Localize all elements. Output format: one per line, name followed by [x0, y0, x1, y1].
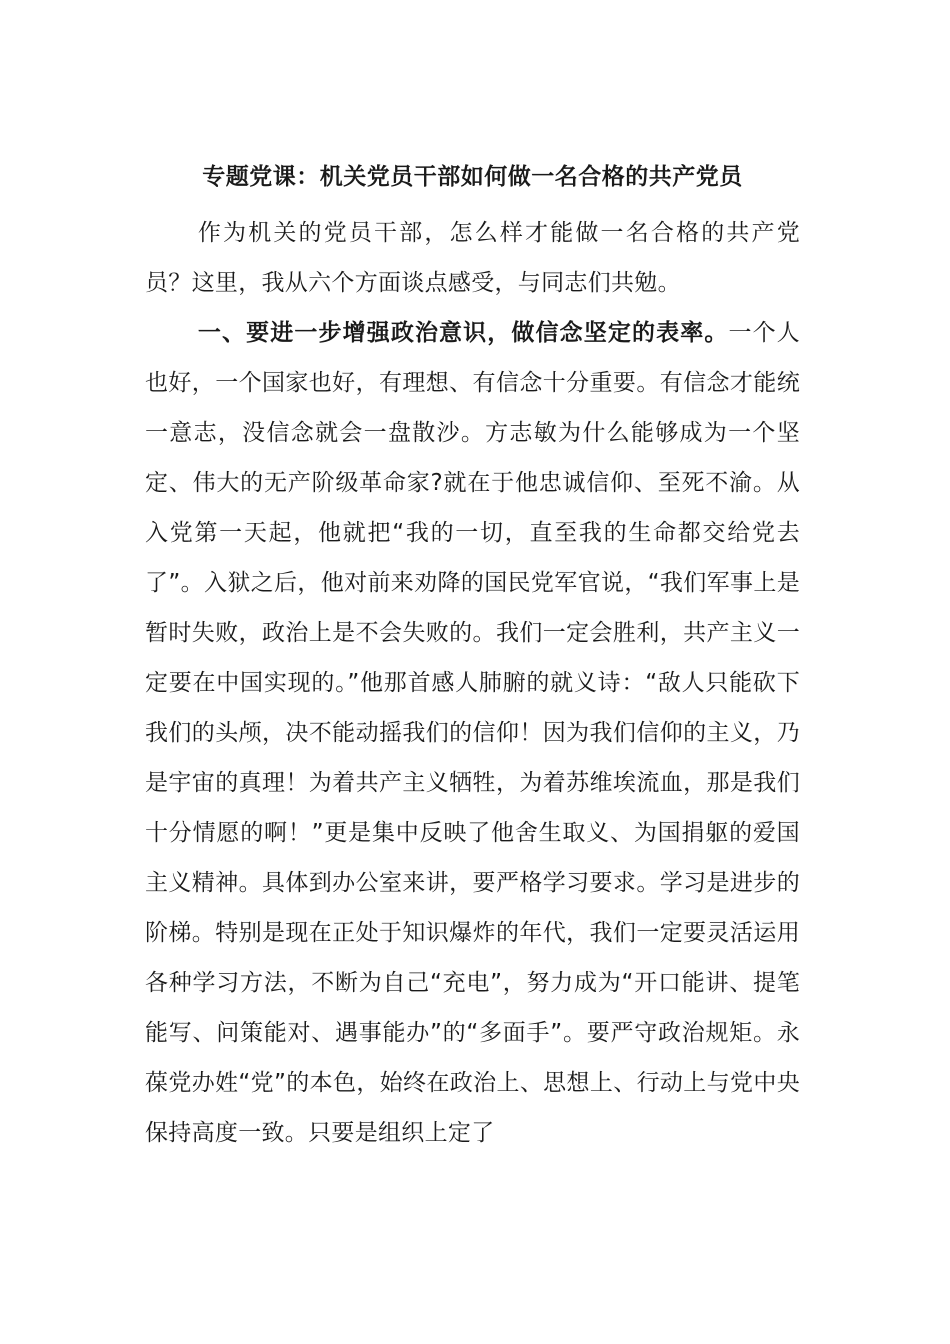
section-1-paragraph: [145, 308, 800, 1158]
document-title: 专题党课：机关党员干部如何做一名合格的共产党员: [202, 164, 743, 190]
section-1-body: 一个人也好，一个国家也好，有理想、有信念十分重要。有信念才能统一意志，没信念就会一盘散沙。方志敏为什么能够成为一个坚定、伟大的无产阶级革命家?就在于他忠诚信仰、至死不渝。从入党第一天起，他就把“我的一切，直至我的生命都交给党去了”。入狱之后，他对前来劝降的国民党军官说，“我们军事上是暂时失败，政治上是不会失败的。我们一定会胜利，共产主义一定要在中国实现的。”他那首感人肺腑的就义诗：“敌人只能砍下我们的头颅，决不能动摇我们的信仰！因为我们信仰的主义，乃是宇宙的真理！为着共产主义牺牲，为着苏维埃流血，那是我们十分情愿的啊！”更是集中反映了他舍生取义、为国捐躯的爱国主义精神。具体到办公室来讲，要严格学习要求。学习是进步的阶梯。特别是现在正处于知识爆炸的年代，我们一定要灵活运用各种学习方法，不断为自己“充电”，努力成为“开口能讲、提笔能写、问策能对、遇事能办”的“多面手”。要严守政治规矩。永葆党办姓“党”的本色，始终在政治上、思想上、行动上与党中央保持高度一致。只要是组织上定了: [145, 320, 800, 1146]
document-body: [145, 150, 800, 1158]
intro-paragraph: 作为机关的党员干部，怎么样才能做一名合格的共产党员？这里，我从六个方面谈点感受，与同志们共勉。: [145, 220, 800, 296]
section-1-heading: 一、要进一步增强政治意识，做信念坚定的表率。: [197, 320, 729, 346]
